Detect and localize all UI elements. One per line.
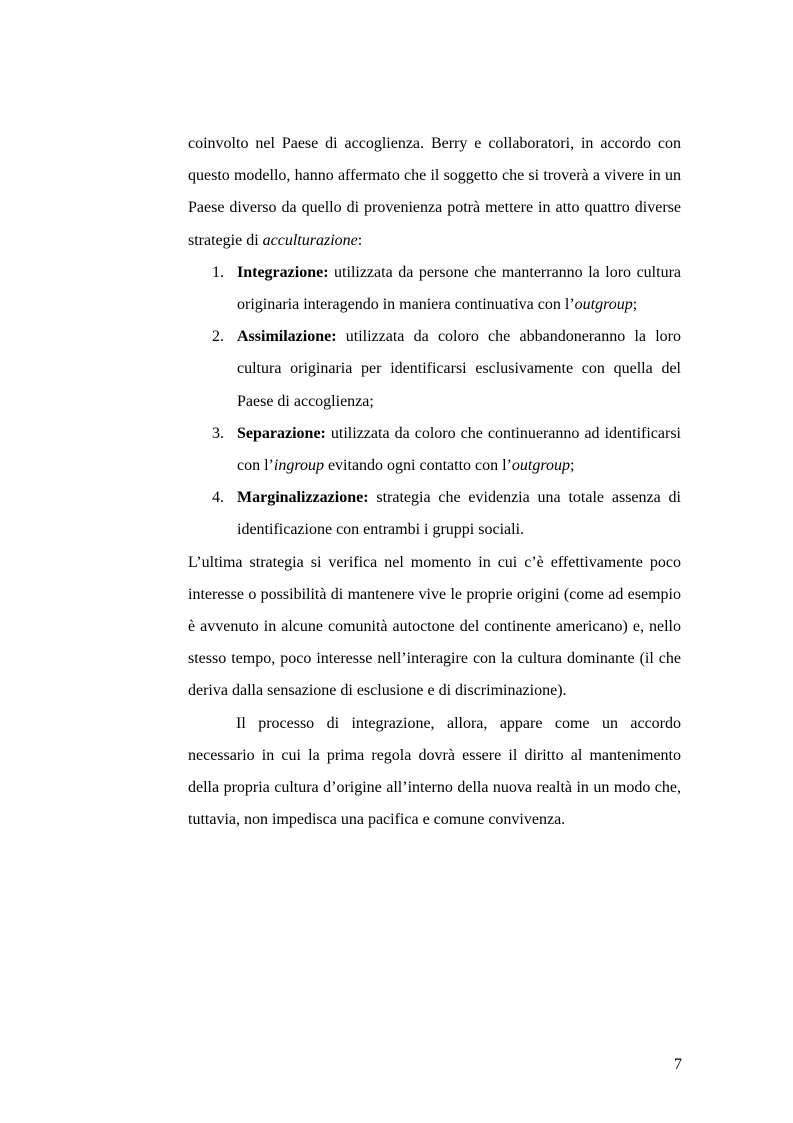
page-number: 7 — [674, 1056, 682, 1073]
intro-paragraph — [188, 128, 681, 257]
list-item-term: Integrazione: — [237, 263, 329, 281]
page-body — [188, 128, 681, 836]
intro-emphasis: acculturazione — [262, 231, 358, 249]
list-item — [188, 257, 681, 321]
list-item-text-2: evitando ogni contatto con l’ — [323, 457, 512, 475]
intro-end: : — [357, 231, 363, 249]
list-item-number: 3. — [212, 424, 224, 442]
list-item — [188, 321, 681, 418]
list-item-number: 2. — [212, 328, 224, 346]
list-item-term: Assimilazione: — [237, 328, 337, 346]
list-item-term: Separazione: — [237, 424, 326, 442]
list-item-tail: ; — [632, 296, 638, 314]
body-paragraph-indented: Il processo di integrazione, allora, appare come un accordo necessario in cui la prima regola dovrà essere il diritto al mantenimento della propria cultura d’origine all’interno della nuova realtà in un modo che, tuttavia, non impedisca una pacifica e comune convivenza. — [188, 714, 681, 829]
list-item-text: utilizzata da coloro che continueranno ad identificarsi con l’ — [237, 424, 681, 475]
list-item-tail: ; — [569, 457, 575, 475]
list-item-text: utilizzata da coloro che abbandoneranno la loro cultura originaria per identificarsi esclusivamente con quella del Paese di accoglienza; — [237, 328, 681, 410]
list-item-number: 1. — [212, 263, 224, 281]
strategies-list — [188, 257, 681, 547]
list-item-emphasis: outgroup — [574, 296, 633, 314]
list-item — [188, 482, 681, 546]
list-item-text: utilizzata da persone che manterranno la loro cultura originaria interagendo in maniera continuativa con l’ — [237, 263, 681, 314]
list-item-term: Marginalizzazione: — [237, 489, 369, 507]
intro-text: coinvolto nel Paese di accoglienza. Berry e collaboratori, in accordo con questo modello, hanno affermato che il soggetto che si troverà a vivere in un Paese diverso da quello di provenienza potrà mettere in atto quattro diverse strategie di — [188, 135, 681, 249]
list-item-emphasis-2: outgroup — [511, 457, 570, 475]
list-item-emphasis: ingroup — [273, 457, 324, 475]
list-item-text: strategia che evidenzia una totale assenza di identificazione con entrambi i gruppi sociali. — [237, 489, 681, 539]
list-item — [188, 418, 681, 482]
list-item-number: 4. — [212, 489, 224, 507]
body-paragraph: L’ultima strategia si verifica nel momento in cui c’è effettivamente poco interesse o possibilità di mantenere vive le proprie origini (come ad esempio è avvenuto in alcune comunità autoctone del continente americano) e, nello stesso tempo, poco interesse nell’interagire con la cultura dominante (il che deriva dalla sensazione di esclusione e di discriminazione). — [188, 553, 681, 700]
